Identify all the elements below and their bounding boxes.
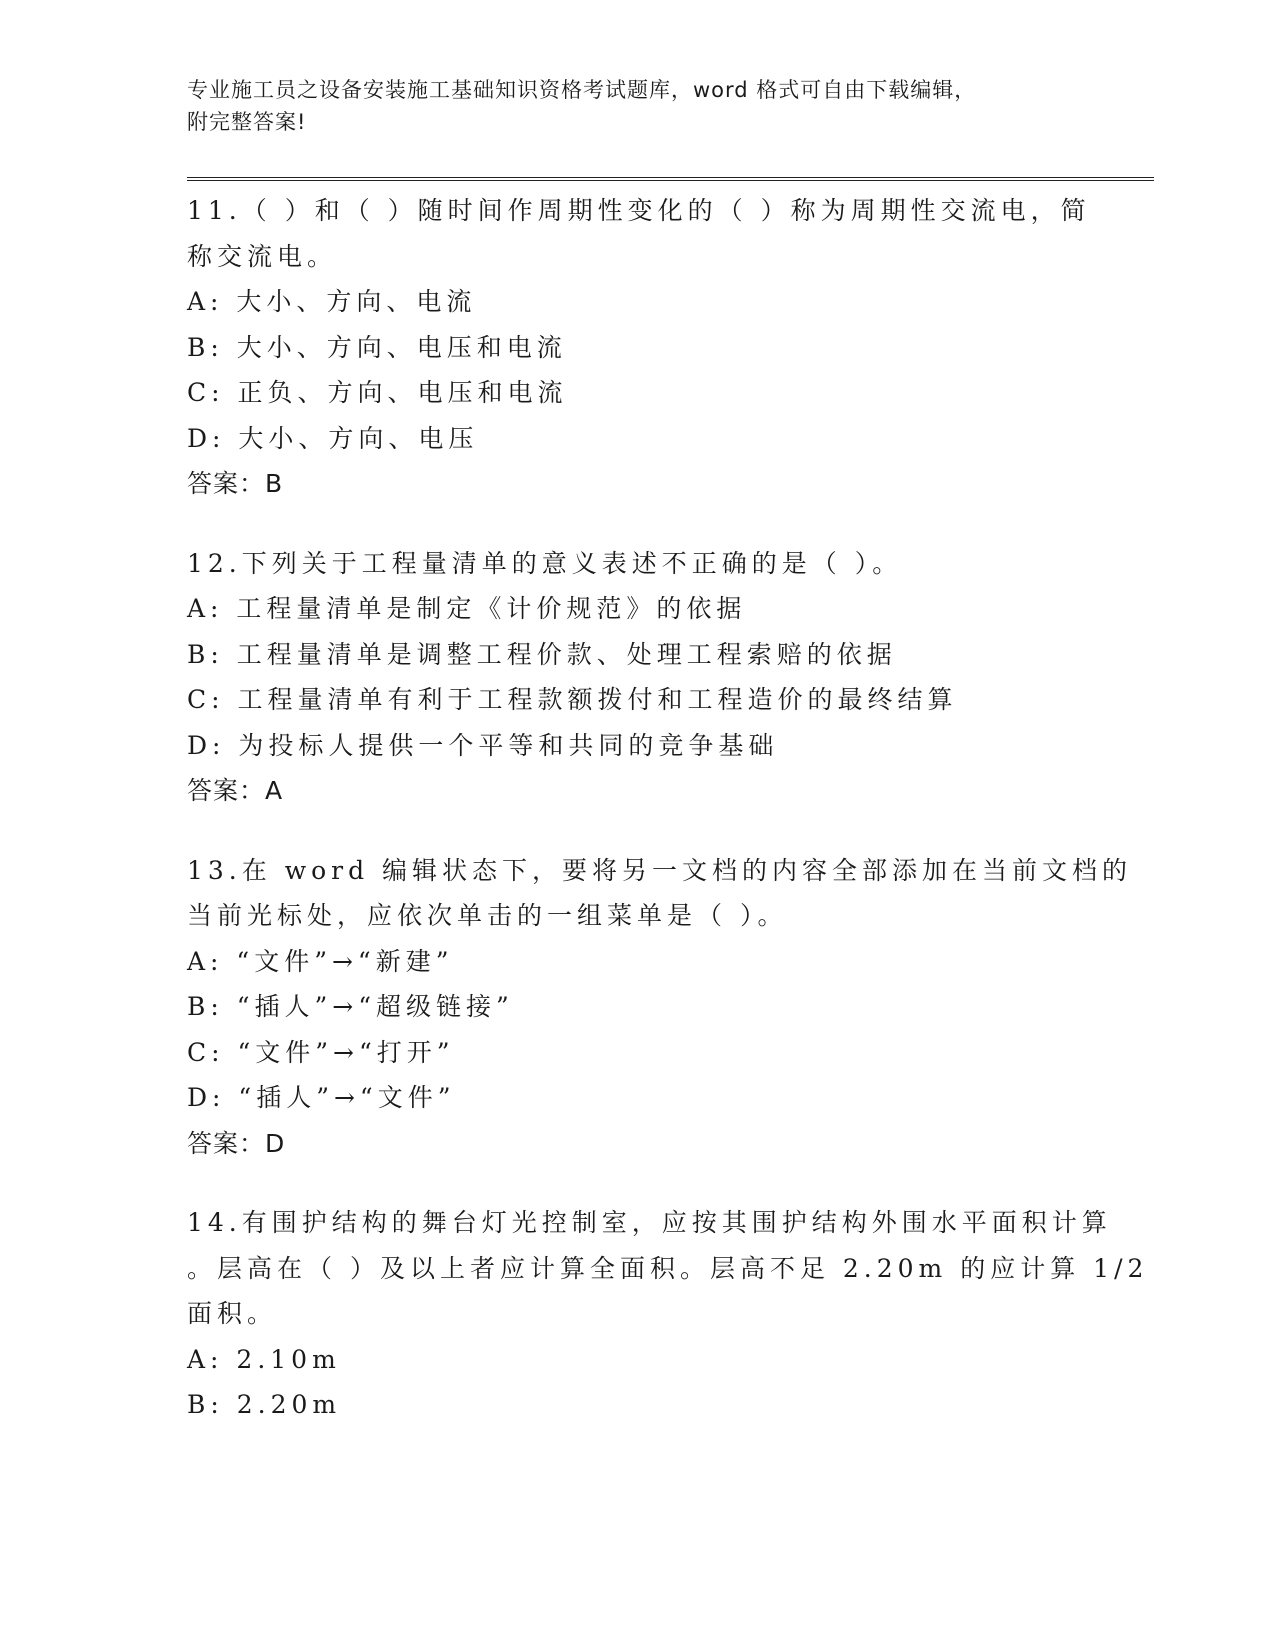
option-c: C: “文件”→“打开”: [187, 1037, 455, 1067]
option-d: D: 大小、方向、电压: [187, 423, 479, 453]
document-header: [187, 74, 1067, 138]
question-stem: 。层高在（ ）及以上者应计算全面积。层高不足 2.20m 的应计算 1/2: [187, 1253, 1149, 1283]
question-list: [187, 188, 1149, 1462]
question-stem: 14.有围护结构的舞台灯光控制室，应按其围护结构外围水平面积计算: [187, 1208, 1112, 1237]
question-stem: 称交流电。: [187, 241, 338, 271]
question-stem: 面积。: [187, 1299, 278, 1328]
question-12: [187, 541, 1087, 814]
question-14: [187, 1200, 1149, 1428]
option-a: A: 工程量清单是制定《计价规范》的依据: [187, 594, 747, 623]
question-13: [187, 848, 1133, 1167]
option-b: B: 大小、方向、电压和电流: [187, 332, 567, 362]
question-stem: 当前光标处，应依次单击的一组菜单是（ ）。: [187, 901, 788, 930]
option-a: A: 大小、方向、电流: [187, 287, 477, 316]
option-c: C: 工程量清单有利于工程款额拨付和工程造价的最终结算: [187, 685, 958, 714]
header-divider: [187, 177, 1154, 181]
option-a: A: “文件”→“新建”: [187, 946, 454, 976]
option-d: D: 为投标人提供一个平等和共同的竞争基础: [187, 730, 779, 760]
option-c: C: 正负、方向、电压和电流: [187, 378, 568, 407]
answer: 答案：A: [187, 776, 284, 805]
question-stem: 13.在 word 编辑状态下，要将另一文档的内容全部添加在当前文档的: [187, 855, 1133, 885]
answer: 答案：B: [187, 469, 284, 498]
option-b: B: 2.20m: [187, 1390, 342, 1419]
question-stem: 12.下列关于工程量清单的意义表述不正确的是（ ）。: [187, 548, 903, 578]
header-line-1: 专业施工员之设备安装施工基础知识资格考试题库，word 格式可自由下载编辑，: [187, 78, 977, 102]
option-b: B: 工程量清单是调整工程价款、处理工程索赔的依据: [187, 639, 897, 669]
question-11: [187, 188, 1091, 507]
header-line-2: 附完整答案!: [187, 110, 307, 134]
answer: 答案：D: [187, 1128, 286, 1158]
question-stem: 11.（ ）和（ ）随时间作周期性变化的（ ）称为周期性交流电，简: [187, 196, 1091, 225]
option-d: D: “插人”→“文件”: [187, 1083, 456, 1112]
option-b: B: “插人”→“超级链接”: [187, 992, 514, 1021]
option-a: A: 2.10m: [187, 1344, 341, 1374]
